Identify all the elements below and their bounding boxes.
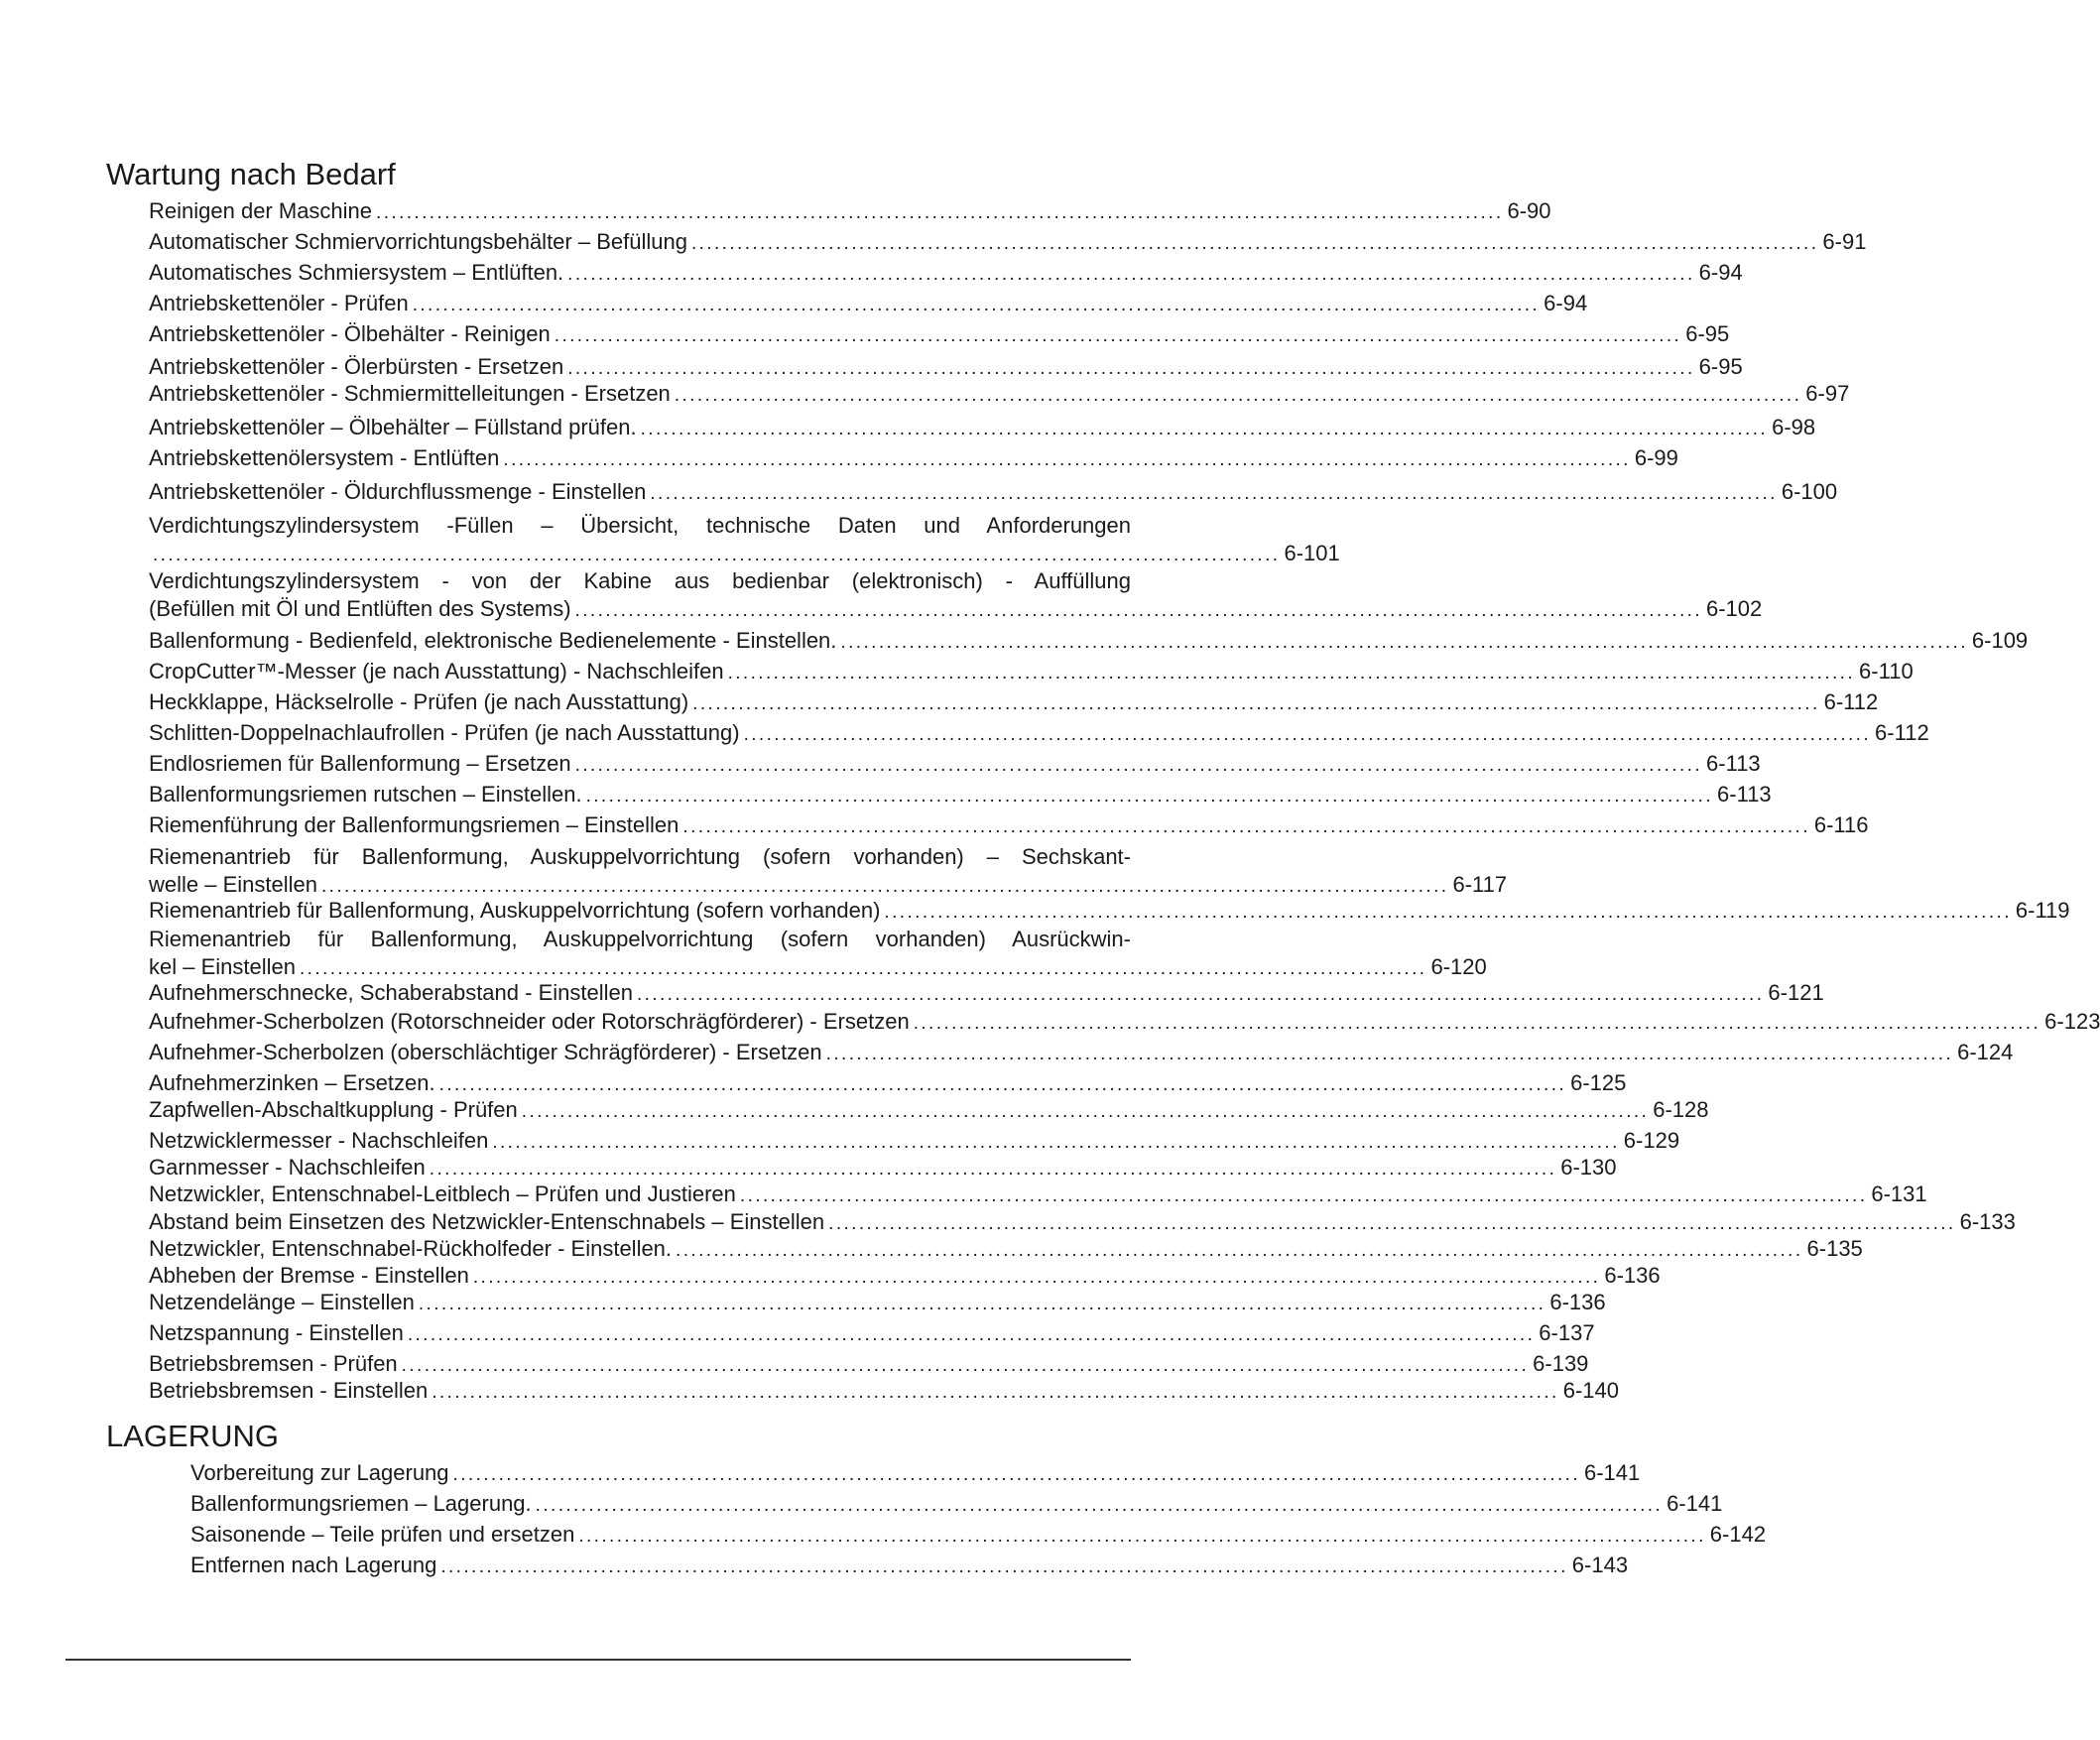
toc-entry[interactable] bbox=[149, 811, 1869, 841]
toc-entry-title: Betriebsbremsen - Prüfen bbox=[149, 1351, 398, 1376]
toc-entry-page: 6-133 bbox=[1959, 1209, 2016, 1234]
toc-entry-title: Abheben der Bremse - Einstellen bbox=[149, 1263, 469, 1288]
toc-entry-page: 6-135 bbox=[1806, 1236, 1863, 1261]
toc-entry[interactable] bbox=[149, 1319, 1595, 1349]
toc-entry-title-cont: kel – Einstellen bbox=[149, 954, 296, 979]
toc-entry[interactable] bbox=[190, 1552, 1629, 1581]
leader-dots: .................................................................................................................................................... bbox=[574, 600, 1702, 621]
toc-entry-multiline[interactable] bbox=[149, 926, 1487, 983]
toc-entry-title: Schlitten-Doppelnachlaufrollen - Prüfen (je nach Ausstattung) bbox=[149, 720, 740, 745]
toc-entry-title: Aufnehmer-Scherbolzen (oberschlächtiger Schrägförderer) - Ersetzen bbox=[149, 1040, 822, 1064]
toc-entry[interactable] bbox=[149, 1096, 1709, 1126]
toc-entry[interactable] bbox=[149, 1235, 1863, 1265]
toc-entry-page: 6-112 bbox=[1875, 720, 1929, 745]
toc-entry[interactable] bbox=[149, 1039, 2014, 1068]
toc-entry-page: 6-142 bbox=[1709, 1522, 1767, 1547]
leader-dots: .................................................................................................................................................... bbox=[492, 1132, 1620, 1153]
toc-entry[interactable] bbox=[149, 1181, 1927, 1210]
toc-entry-title: Riemenführung der Ballenformungsriemen – Einstellen bbox=[149, 812, 679, 837]
toc-entry[interactable] bbox=[149, 897, 2070, 927]
leader-dots: .................................................................................................................................................... bbox=[574, 755, 1703, 776]
leader-dots: .................................................................................................................................................... bbox=[567, 358, 1695, 379]
toc-entry-title: Antriebskettenöler – Ölbehälter – Füllstand prüfen. bbox=[149, 415, 637, 439]
toc-entry-title: Riemenantrieb für Ballenformung, Auskuppelvorrichtung (sofern vorhanden) Ausrückwin- bbox=[149, 927, 1131, 951]
toc-entry[interactable] bbox=[149, 414, 1816, 443]
toc-entry-title: Endlosriemen für Ballenformung – Ersetzen bbox=[149, 751, 571, 776]
footer-divider bbox=[65, 1659, 1131, 1661]
toc-entry-page: 6-113 bbox=[1717, 782, 1772, 807]
toc-entry-page: 6-113 bbox=[1706, 751, 1761, 776]
toc-entry[interactable] bbox=[190, 1521, 1767, 1551]
toc-entry-page: 6-139 bbox=[1533, 1351, 1589, 1376]
toc-entry-page: 6-141 bbox=[1667, 1491, 1723, 1516]
toc-entry-title: Entfernen nach Lagerung bbox=[190, 1553, 437, 1577]
toc-entry-page: 6-136 bbox=[1604, 1263, 1661, 1288]
leader-dots: .................................................................................................................................................... bbox=[440, 1556, 1568, 1577]
toc-entry[interactable] bbox=[149, 380, 1850, 410]
leader-dots: .................................................................................................................................................... bbox=[452, 1464, 1580, 1485]
toc-entry-title: Antriebskettenöler - Schmiermittelleitungen - Ersetzen bbox=[149, 381, 671, 406]
toc-entry-multiline[interactable] bbox=[149, 567, 1763, 625]
toc-entry-title: Riemenantrieb für Ballenformung, Auskuppelvorrichtung (sofern vorhanden) – Sechskant- bbox=[149, 844, 1131, 869]
toc-entry-title: CropCutter™-Messer (je nach Ausstattung) - Nachschleifen bbox=[149, 659, 724, 684]
toc-entry-title: Ballenformungsriemen rutschen – Einstellen. bbox=[149, 782, 582, 807]
toc-entry-page: 6-119 bbox=[2015, 898, 2070, 923]
toc-entry[interactable] bbox=[149, 1262, 1661, 1292]
leader-dots: .................................................................................................................................................... bbox=[521, 1101, 1650, 1122]
toc-entry[interactable] bbox=[149, 1154, 1617, 1183]
leader-dots: .................................................................................................................................................... bbox=[676, 1240, 1803, 1261]
toc-entry[interactable] bbox=[190, 1490, 1723, 1520]
leader-dots: .................................................................................................................................................... bbox=[407, 1324, 1536, 1345]
toc-entry-title-cont: (Befüllen mit Öl und Entlüften des Systems) bbox=[149, 596, 571, 621]
toc-entry-page: 6-131 bbox=[1871, 1181, 1927, 1206]
leader-dots: .................................................................................................................................................... bbox=[650, 483, 1778, 504]
toc-entry-title: Netzwickler, Entenschnabel-Rückholfeder - Einstellen. bbox=[149, 1236, 673, 1261]
toc-entry[interactable] bbox=[149, 320, 1730, 350]
toc-entry[interactable] bbox=[149, 1069, 1627, 1099]
toc-entry-page: 6-117 bbox=[1452, 872, 1508, 897]
toc-entry-title: Automatisches Schmiersystem – Entlüften. bbox=[149, 260, 564, 285]
toc-entry-title: Aufnehmerzinken – Ersetzen. bbox=[149, 1070, 435, 1095]
toc-entry-page: 6-128 bbox=[1653, 1097, 1709, 1122]
toc-entry-page: 6-110 bbox=[1859, 659, 1914, 684]
leader-dots: .................................................................................................................................................... bbox=[682, 816, 1810, 837]
leader-dots: .................................................................................................................................................... bbox=[828, 1213, 1956, 1234]
leader-dots: .................................................................................................................................................... bbox=[299, 958, 1427, 979]
toc-entry-page: 6-136 bbox=[1549, 1290, 1606, 1314]
leader-dots: .................................................................................................................................................... bbox=[578, 1526, 1706, 1547]
toc-entry-title: Automatischer Schmiervorrichtungsbehälter – Befüllung bbox=[149, 229, 687, 254]
toc-entry-title: Antriebskettenöler - Ölbehälter - Reinigen bbox=[149, 321, 551, 346]
toc-entry[interactable] bbox=[149, 719, 1929, 749]
toc-entry-page: 6-97 bbox=[1805, 381, 1850, 406]
toc-entry[interactable] bbox=[149, 1208, 2016, 1238]
toc-entry-page: 6-125 bbox=[1570, 1070, 1627, 1095]
toc-entry-title: Verdichtungszylindersystem -Füllen – Übersicht, technische Daten und Anforderungen bbox=[149, 513, 1131, 538]
toc-entry-title: Abstand beim Einsetzen des Netzwickler-Entenschnabels – Einstellen bbox=[149, 1209, 825, 1234]
leader-dots: .................................................................................................................................................... bbox=[739, 1185, 1868, 1206]
toc-entry-title: Antriebskettenölersystem - Entlüften bbox=[149, 445, 500, 470]
leader-dots: .................................................................................................................................................... bbox=[585, 786, 1714, 807]
leader-dots: .................................................................................................................................................... bbox=[429, 1159, 1557, 1180]
leader-dots: .................................................................................................................................................... bbox=[153, 545, 1281, 565]
toc-entry[interactable] bbox=[149, 1289, 1606, 1318]
leader-dots: .................................................................................................................................................... bbox=[503, 449, 1631, 470]
toc-entry-title: Reinigen der Maschine bbox=[149, 198, 373, 223]
toc-entry-page: 6-137 bbox=[1539, 1320, 1595, 1345]
toc-entry-title: Netzendelänge – Einstellen bbox=[149, 1290, 415, 1314]
toc-entry-title: Riemenantrieb für Ballenformung, Auskuppelvorrichtung (sofern vorhanden) bbox=[149, 898, 881, 923]
toc-entry-page: 6-90 bbox=[1507, 198, 1551, 223]
leader-dots: .................................................................................................................................................... bbox=[418, 1294, 1546, 1314]
toc-entry-title: Vorbereitung zur Lagerung bbox=[190, 1460, 449, 1485]
toc-entry-title: Garnmesser - Nachschleifen bbox=[149, 1155, 426, 1180]
leader-dots: .................................................................................................................................................... bbox=[472, 1267, 1601, 1288]
toc-entry-page: 6-95 bbox=[1698, 354, 1743, 379]
toc-entry-multiline[interactable] bbox=[149, 512, 1340, 569]
toc-entry-page: 6-98 bbox=[1772, 415, 1816, 439]
toc-entry-title: Heckklappe, Häckselrolle - Prüfen (je nach Ausstattung) bbox=[149, 689, 689, 714]
toc-entry-title: Antriebskettenöler - Ölerbürsten - Ersetzen bbox=[149, 354, 564, 379]
toc-entry-page: 6-100 bbox=[1781, 479, 1838, 504]
leader-dots: .................................................................................................................................................... bbox=[636, 984, 1765, 1005]
toc-entry[interactable] bbox=[149, 478, 1838, 508]
leader-dots: .................................................................................................................................................... bbox=[438, 1074, 1567, 1095]
leader-dots: .................................................................................................................................................... bbox=[567, 264, 1695, 285]
toc-entry[interactable] bbox=[149, 197, 1551, 227]
toc-entry-page: 6-112 bbox=[1823, 689, 1879, 714]
section-heading: LAGERUNG bbox=[106, 1419, 279, 1453]
section-heading: Wartung nach Bedarf bbox=[106, 157, 396, 191]
toc-entry[interactable] bbox=[149, 1008, 2100, 1038]
toc-entry-page: 6-102 bbox=[1706, 596, 1763, 621]
leader-dots: .................................................................................................................................................... bbox=[840, 632, 1968, 653]
toc-entry-page: 6-101 bbox=[1284, 541, 1340, 565]
toc-entry[interactable] bbox=[149, 1377, 1619, 1407]
toc-entry-title: Netzwicklermesser - Nachschleifen bbox=[149, 1128, 489, 1153]
toc-entry-page: 6-94 bbox=[1544, 291, 1588, 315]
leader-dots: .................................................................................................................................................... bbox=[743, 724, 1872, 745]
toc-entry-page: 6-140 bbox=[1562, 1378, 1619, 1403]
toc-entry-page: 6-116 bbox=[1813, 812, 1869, 837]
leader-dots: .................................................................................................................................................... bbox=[554, 325, 1682, 346]
leader-dots: .................................................................................................................................................... bbox=[535, 1495, 1664, 1516]
leader-dots: .................................................................................................................................................... bbox=[692, 693, 1820, 714]
toc-entry-page: 6-121 bbox=[1768, 980, 1824, 1005]
toc-entry-title: Ballenformung - Bedienfeld, elektronische Bedienelemente - Einstellen. bbox=[149, 628, 837, 653]
toc-entry-title: Aufnehmer-Scherbolzen (Rotorschneider oder Rotorschrägförderer) - Ersetzen bbox=[149, 1009, 910, 1034]
toc-entry-page: 6-95 bbox=[1685, 321, 1730, 346]
toc-entry-title: Netzspannung - Einstellen bbox=[149, 1320, 404, 1345]
leader-dots: .................................................................................................................................................... bbox=[412, 295, 1541, 315]
toc-entry[interactable] bbox=[149, 1127, 1680, 1157]
leader-dots: .................................................................................................................................................... bbox=[376, 202, 1504, 223]
leader-dots: .................................................................................................................................................... bbox=[690, 233, 1819, 254]
toc-entry-page: 6-91 bbox=[1822, 229, 1867, 254]
toc-entry-title: Verdichtungszylindersystem - von der Kabine aus bedienbar (elektronisch) - Auffüllung bbox=[149, 568, 1131, 593]
toc-entry[interactable] bbox=[149, 627, 2029, 657]
toc-entry-title-cont: welle – Einstellen bbox=[149, 872, 317, 897]
toc-entry-title: Ballenformungsriemen – Lagerung. bbox=[190, 1491, 532, 1516]
toc-entry-title: Antriebskettenöler - Öldurchflussmenge - Einstellen bbox=[149, 479, 647, 504]
toc-entry-page: 6-130 bbox=[1560, 1155, 1617, 1180]
toc-entry-page: 6-94 bbox=[1698, 260, 1743, 285]
toc-entry-title: Betriebsbremsen - Einstellen bbox=[149, 1378, 429, 1403]
toc-entry[interactable] bbox=[149, 259, 1743, 289]
toc-entry[interactable] bbox=[149, 750, 1761, 780]
toc-entry[interactable] bbox=[190, 1459, 1641, 1489]
toc-entry-title: Saisonende – Teile prüfen und ersetzen bbox=[190, 1522, 575, 1547]
leader-dots: .................................................................................................................................................... bbox=[432, 1382, 1559, 1403]
toc-entry-page: 6-99 bbox=[1634, 445, 1678, 470]
toc-entry[interactable] bbox=[149, 688, 1879, 718]
toc-entry-page: 6-141 bbox=[1584, 1460, 1641, 1485]
toc-entry-page: 6-109 bbox=[1971, 628, 2029, 653]
leader-dots: .................................................................................................................................................... bbox=[640, 419, 1769, 439]
toc-entry[interactable] bbox=[149, 979, 1824, 1009]
toc-entry-title: Zapfwellen-Abschaltkupplung - Prüfen bbox=[149, 1097, 518, 1122]
leader-dots: .................................................................................................................................................... bbox=[913, 1013, 2041, 1034]
toc-entry[interactable] bbox=[149, 658, 1914, 687]
toc-entry-page: 6-129 bbox=[1623, 1128, 1680, 1153]
toc-entry-title: Aufnehmerschnecke, Schaberabstand - Einstellen bbox=[149, 980, 633, 1005]
leader-dots: .................................................................................................................................................... bbox=[674, 385, 1802, 406]
toc-entry-page: 6-143 bbox=[1571, 1553, 1629, 1577]
toc-entry[interactable] bbox=[149, 290, 1588, 319]
toc-entry[interactable] bbox=[149, 228, 1867, 258]
toc-entry[interactable] bbox=[149, 781, 1772, 810]
toc-entry-title: Netzwickler, Entenschnabel-Leitblech – Prüfen und Justieren bbox=[149, 1181, 736, 1206]
toc-entry-page: 6-123 bbox=[2044, 1009, 2100, 1034]
toc-entry-page: 6-124 bbox=[1957, 1040, 2014, 1064]
leader-dots: .................................................................................................................................................... bbox=[825, 1044, 1954, 1064]
toc-entry-title: Antriebskettenöler - Prüfen bbox=[149, 291, 409, 315]
toc-entry[interactable] bbox=[149, 353, 1743, 383]
toc-entry[interactable] bbox=[149, 444, 1678, 474]
toc-entry[interactable] bbox=[149, 1350, 1589, 1380]
leader-dots: .................................................................................................................................................... bbox=[884, 902, 2012, 923]
toc-entry-multiline[interactable] bbox=[149, 843, 1508, 901]
leader-dots: .................................................................................................................................................... bbox=[401, 1355, 1530, 1376]
toc-entry-page: 6-120 bbox=[1430, 954, 1487, 979]
leader-dots: .................................................................................................................................................... bbox=[320, 876, 1449, 897]
leader-dots: .................................................................................................................................................... bbox=[727, 663, 1856, 684]
